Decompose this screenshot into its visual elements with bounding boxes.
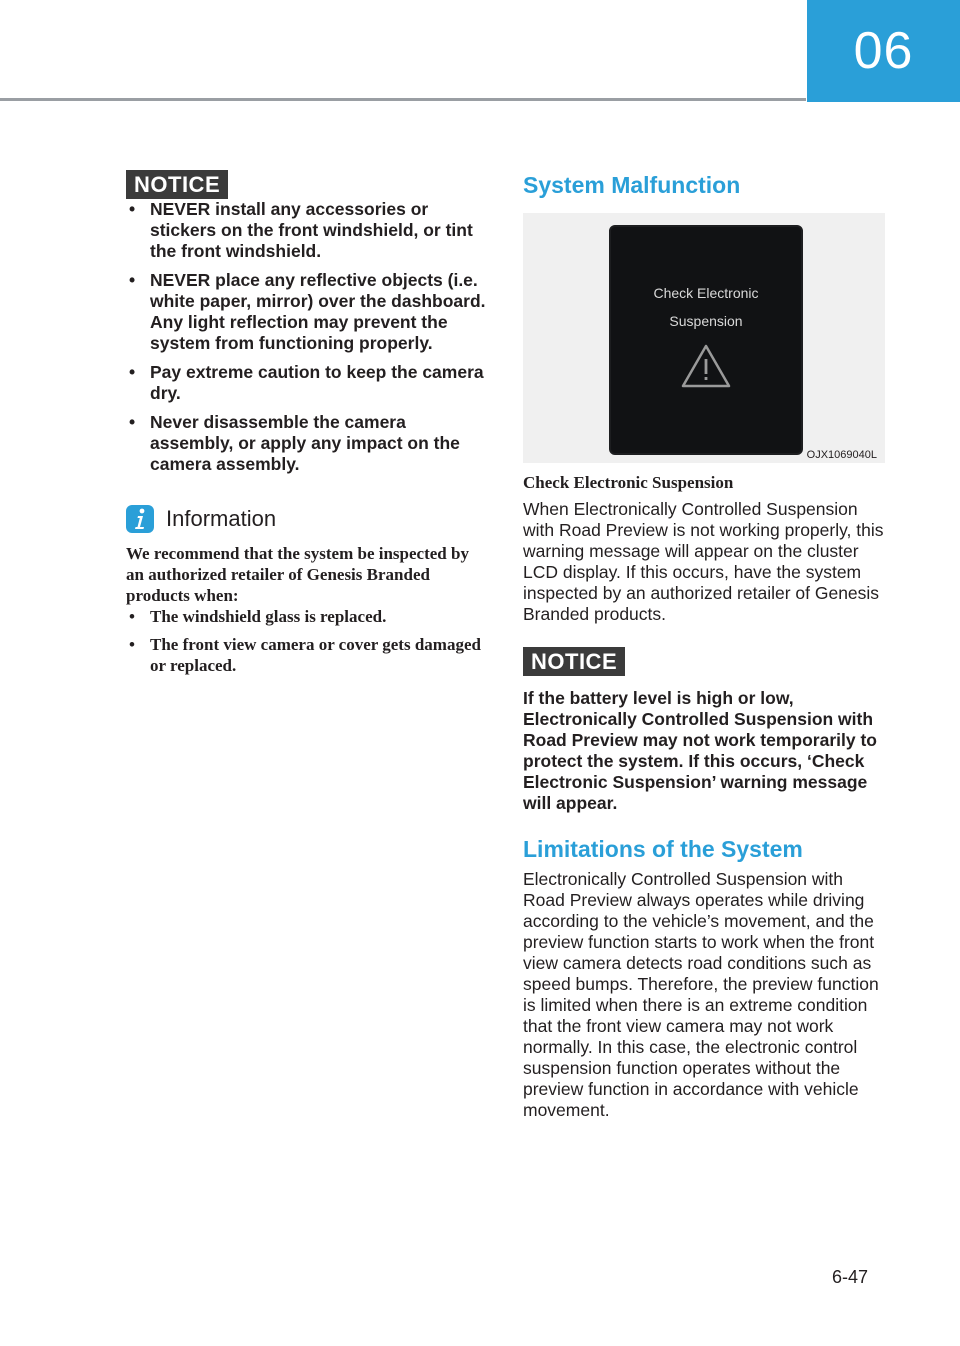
chapter-number: 06: [853, 22, 914, 80]
subsection-title: Check Electronic Suspension: [523, 473, 734, 492]
right-column: [523, 168, 887, 1121]
section-title-limitations: Limitations of the System: [523, 836, 803, 862]
notice-item: • NEVER place any reflective objects (i.e. white paper, mirror) over the dashboard. Any light reflection may prevent the system from functioning properly.: [126, 270, 486, 354]
info-icon: [126, 505, 154, 533]
information-list: [126, 606, 486, 676]
notice-box: [523, 647, 887, 814]
notice-item: • Never disassemble the camera assembly, or apply any impact on the camera assembly.: [126, 412, 486, 475]
lcd-line-2: Suspension: [669, 313, 743, 329]
notice-item: • NEVER install any accessories or stickers on the front windshield, or tint the front windshield.: [126, 199, 486, 262]
limitations-paragraph: Electronically Controlled Suspension with Road Preview always operates while driving according to the vehicle’s movement, and the preview function starts to work when the front view camera detects road conditions such as speed bumps. Therefore, the preview function is limited when there is an extreme condition that the front view camera may not work normally. In this case, the electronic control suspension function operates without the preview function in accordance with vehicle movement.: [523, 869, 879, 1120]
information-title: Information: [166, 506, 277, 531]
notice-text: If the battery level is high or low, Electronically Controlled Suspension with Road Preview may not work temporarily to protect the system. If this occurs, ‘Check Electronic Suspension’ warning message will appear.: [523, 688, 877, 813]
information-item: • The front view camera or cover gets damaged or replaced.: [126, 634, 486, 676]
lcd-line-1: Check Electronic: [653, 285, 759, 301]
notice-item: • Pay extreme caution to keep the camera dry.: [126, 362, 486, 404]
chapter-tab: [807, 0, 960, 102]
notice-label: NOTICE: [523, 647, 625, 676]
lcd-message: [611, 279, 801, 335]
section-title-system-malfunction: System Malfunction: [523, 172, 741, 198]
notice-label: NOTICE: [126, 170, 228, 199]
cluster-lcd-screen: [609, 225, 803, 455]
information-header: [126, 505, 486, 533]
notice-list: [126, 199, 486, 475]
figure-code: OJX1069040L: [806, 449, 877, 461]
information-item: • The windshield glass is replaced.: [126, 606, 486, 627]
malfunction-paragraph: When Electronically Controlled Suspension with Road Preview is not working properly, this warning message will appear on the cluster LCD display. If this occurs, have the system inspected by an authorized retailer of Genesis Branded products.: [523, 499, 884, 624]
left-column: [126, 170, 486, 683]
page-number: 6-47: [832, 1267, 869, 1287]
header-rule: [0, 98, 806, 101]
warning-triangle-icon: [680, 343, 732, 394]
information-body: We recommend that the system be inspected by an authorized retailer of Genesis Branded products when:: [126, 544, 469, 605]
cluster-display-figure: [523, 213, 885, 463]
